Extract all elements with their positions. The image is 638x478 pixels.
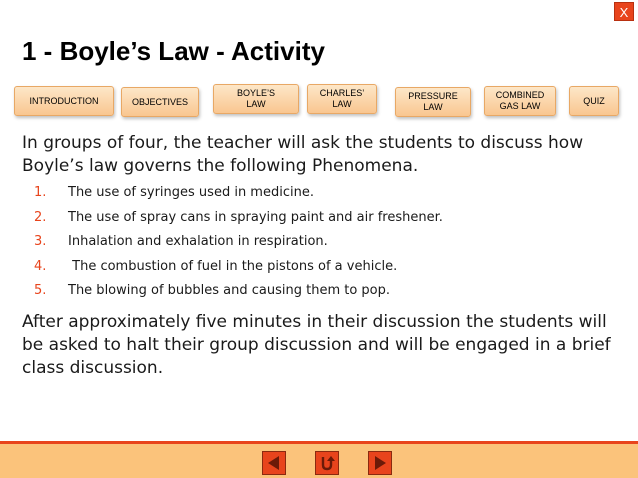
next-button[interactable] — [368, 451, 392, 475]
list-number: 2. — [34, 209, 47, 225]
list-number: 4. — [34, 258, 47, 274]
intro-paragraph: In groups of four, the teacher will ask the students to discuss how Boyle’s law governs the following Phenomena. — [22, 133, 584, 176]
tab-objectives[interactable]: OBJECTIVES — [121, 87, 199, 117]
next-arrow-icon — [371, 454, 389, 472]
previous-arrow-icon — [265, 454, 283, 472]
list-number: 3. — [34, 234, 47, 250]
return-arrow-icon — [318, 454, 336, 472]
list-item — [22, 282, 618, 299]
previous-button[interactable] — [262, 451, 286, 475]
list-text: The use of syringes used in medicine. — [68, 185, 314, 200]
list-text: The use of spray cans in spraying paint and air freshener. — [68, 209, 443, 225]
list-item — [22, 258, 618, 275]
tab-quiz[interactable]: QUIZ — [569, 86, 619, 116]
closing-paragraph: After approximately five minutes in their discussion the students will be asked to halt their group discussion and will be engaged in a brief class discussion. — [22, 312, 611, 379]
phenomena-list — [22, 184, 618, 299]
list-item — [22, 184, 618, 201]
return-button[interactable] — [315, 451, 339, 475]
list-item — [22, 209, 618, 226]
page-title: 1 - Boyle’s Law - Activity — [22, 36, 325, 66]
tab-introduction[interactable]: INTRODUCTION — [14, 86, 114, 116]
tab-pressure-law[interactable]: PRESSURE LAW — [395, 87, 471, 117]
list-number: 1. — [34, 185, 47, 200]
tab-charles-law[interactable]: CHARLES’ LAW — [307, 84, 377, 114]
slide-content — [22, 132, 618, 380]
tab-boyles-law[interactable]: BOYLE’S LAW — [213, 84, 299, 114]
tab-combined-gas-law[interactable]: COMBINED GAS LAW — [484, 86, 556, 116]
list-text: The combustion of fuel in the pistons of a vehicle. — [68, 258, 398, 274]
list-item — [22, 233, 618, 250]
list-text: Inhalation and exhalation in respiration. — [68, 234, 328, 250]
list-text: The blowing of bubbles and causing them to pop. — [68, 283, 391, 299]
list-number: 5. — [34, 283, 47, 299]
close-button[interactable]: X — [614, 2, 634, 21]
